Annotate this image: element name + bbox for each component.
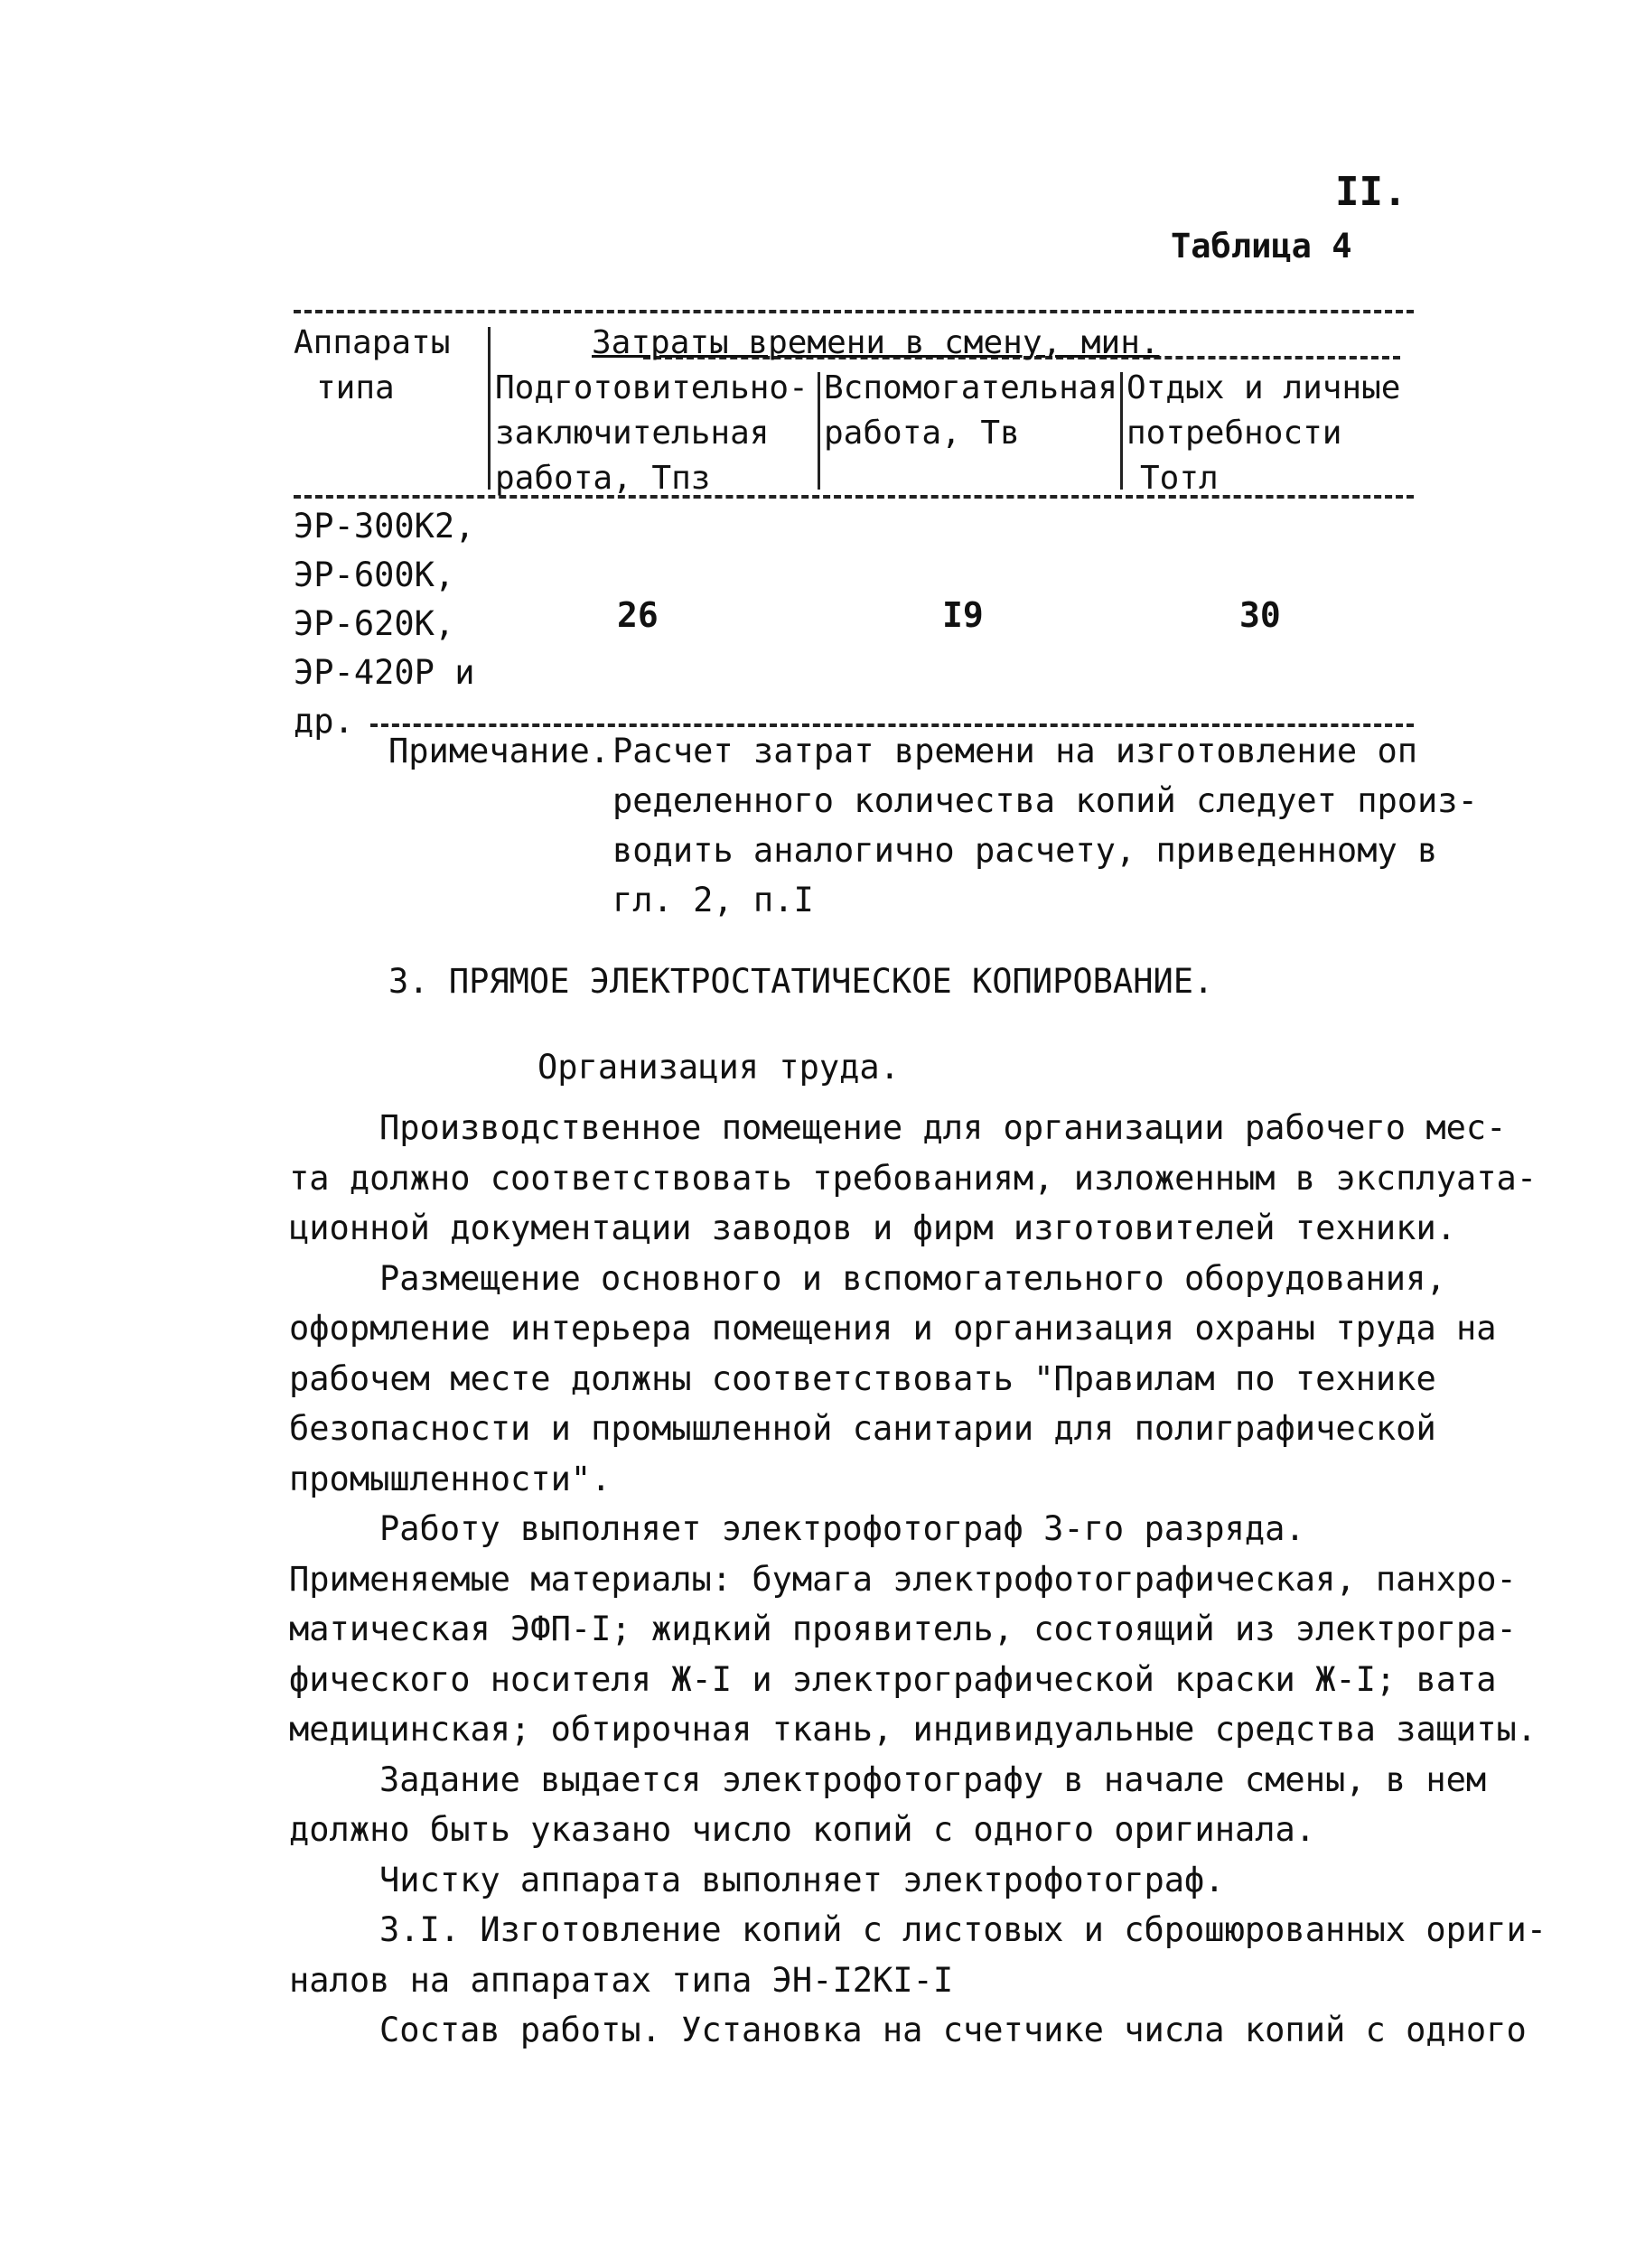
value-aux-time: I9 [942, 595, 984, 635]
col1-header-line3: работа, Тпз [495, 460, 711, 497]
first-column-header-line1: Аппараты [294, 324, 451, 361]
col3-header-line3: Тотл [1140, 460, 1219, 497]
note-line: водить аналогично расчету, приведенному в [612, 831, 1438, 870]
body-line: 3.I. Изготовление копий с листовых и сброшюрованных ориги- [379, 1910, 1547, 1949]
apparatus-name: др. [294, 702, 354, 741]
col3-header-line2: потребности [1126, 415, 1342, 452]
col2-header-line2: работа, Тв [824, 415, 1020, 452]
section-subheading: Организация труда. [537, 1048, 900, 1087]
body-line: медицинская; обтирочная ткань, индивидуальные средства защиты. [289, 1710, 1538, 1749]
body-line: безопасности и промышленной санитарии для полиграфической [289, 1409, 1436, 1448]
body-line: налов на аппаратах типа ЭН-I2КI-I [289, 1961, 954, 2000]
value-rest-time: 30 [1239, 595, 1281, 635]
body-line: Состав работы. Установка на счетчике числа копий с одного [379, 2011, 1527, 2049]
body-line: промышленности". [289, 1460, 612, 1498]
body-line: Работу выполняет электрофотограф 3-го разряда. [379, 1509, 1305, 1548]
body-line: Размещение основного и вспомогательного оборудования, [379, 1259, 1446, 1298]
section-heading: 3. ПРЯМОЕ ЭЛЕКТРОСТАТИЧЕСКОЕ КОПИРОВАНИЕ. [388, 962, 1214, 1001]
page-number: II. [1335, 169, 1407, 215]
column-separator [818, 372, 820, 490]
body-line: Применяемые материалы: бумага электрофотографическая, панхро- [289, 1560, 1517, 1599]
body-line: оформление интерьера помещения и организация охраны труда на [289, 1309, 1497, 1348]
table-top-rule [294, 310, 1414, 313]
body-line: матическая ЭФП-I; жидкий проявитель, состоящий из электрогра- [289, 1610, 1517, 1648]
note-label: Примечание. [388, 732, 611, 770]
body-line: фического носителя Ж-I и электрографической краски Ж-I; вата [289, 1660, 1497, 1699]
apparatus-name: ЭР-300К2, [294, 507, 475, 546]
note-line: Расчет затрат времени на изготовление оп [612, 732, 1418, 770]
body-line: ционной документации заводов и фирм изготовителей техники. [289, 1209, 1457, 1247]
table-label: Таблица 4 [1171, 227, 1352, 266]
table-bottom-rule [370, 723, 1414, 727]
column-separator [488, 327, 491, 490]
col1-header-line2: заключительная [495, 415, 770, 452]
value-prep-time: 26 [617, 595, 659, 635]
col2-header-line1: Вспомогательная [824, 369, 1118, 406]
group-header: Затраты времени в смену, мин. [592, 324, 1160, 361]
body-line: рабочем месте должны соответствовать "Правилам по технике [289, 1359, 1436, 1398]
first-column-header-line2: типа [316, 369, 395, 406]
body-line: та должно соответствовать требованиям, изложенным в эксплуата- [289, 1159, 1538, 1198]
note-line: гл. 2, п.I [612, 881, 814, 919]
body-line: должно быть указано число копий с одного оригинала. [289, 1810, 1316, 1849]
body-line: Производственное помещение для организации рабочего мес- [379, 1108, 1507, 1147]
col3-header-line1: Отдых и личные [1126, 369, 1401, 406]
body-line: Чистку аппарата выполняет электрофотограф. [379, 1861, 1225, 1899]
apparatus-name: ЭР-620К, [294, 604, 455, 643]
column-separator [1120, 372, 1123, 490]
apparatus-name: ЭР-600К, [294, 555, 455, 594]
body-line: Задание выдается электрофотографу в начале смены, в нем [379, 1760, 1487, 1799]
col1-header-line1: Подготовительно- [495, 369, 808, 406]
apparatus-name: ЭР-420Р и [294, 653, 475, 692]
table-header-bottom-rule [294, 495, 1414, 499]
note-line: ределенного количества копий следует произ- [612, 781, 1478, 820]
